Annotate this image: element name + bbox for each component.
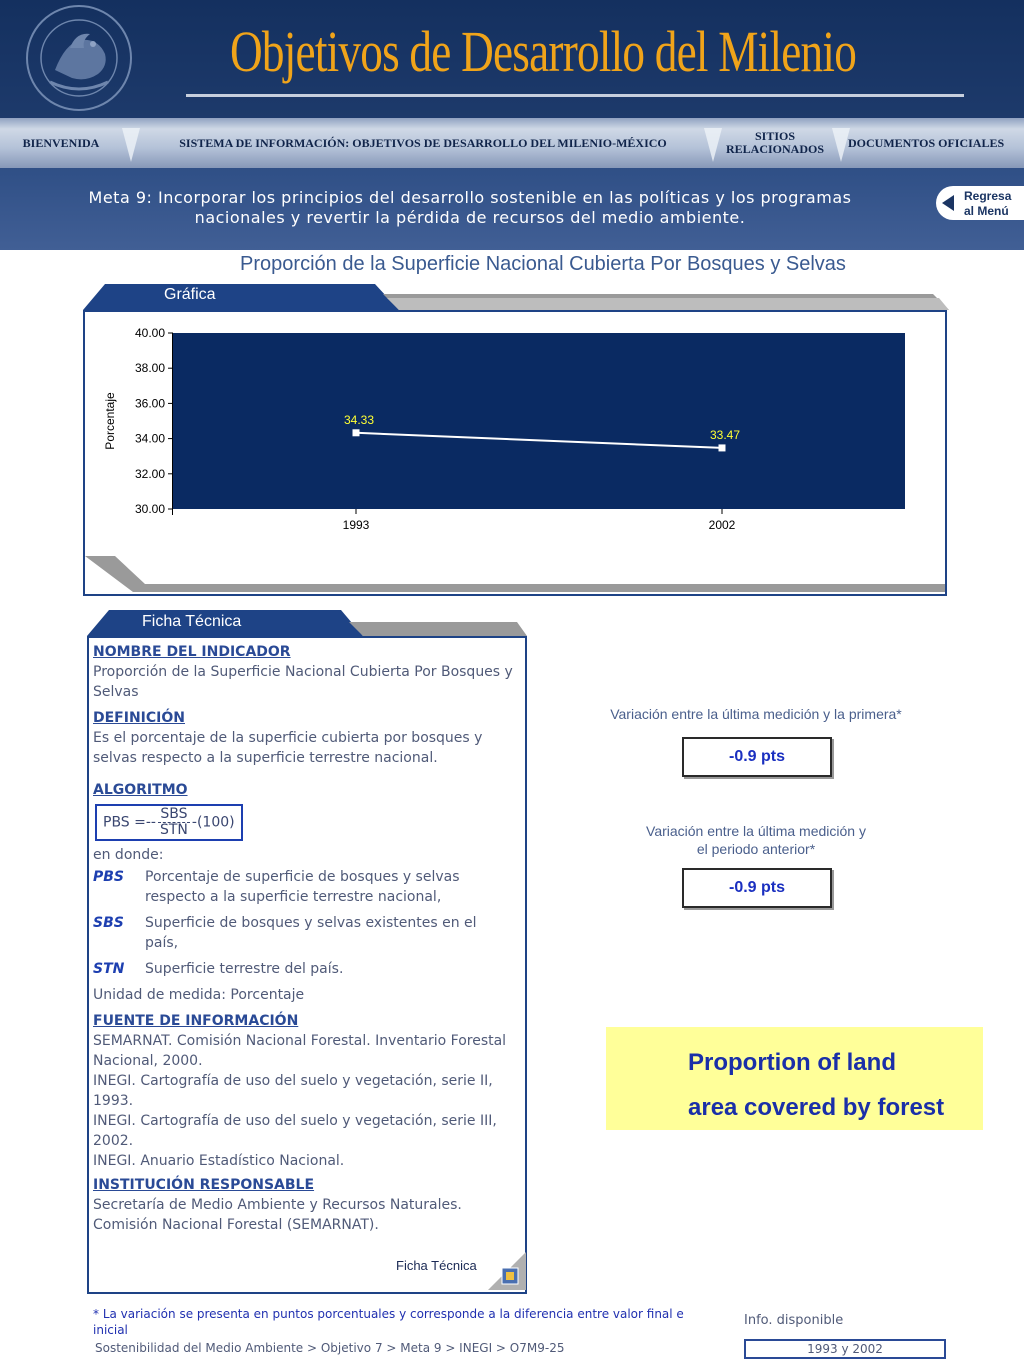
data-label: 33.47 — [709, 427, 741, 442]
data-point — [353, 429, 360, 436]
variation-first-label: Variación entre la última medición y la primera* — [610, 706, 902, 722]
goal-line-1: Meta 9: Incorporar los principios del desarrollo sostenible en las políticas y los programas — [88, 188, 852, 207]
y-tick-label: 32.00 — [134, 466, 165, 481]
y-tick-label: 30.00 — [134, 502, 165, 516]
definicion-text: Es el porcentaje de la superficie cubierta por bosques y selvas respecto a la superficie terrestre nacional. — [93, 730, 483, 766]
variable-description: Porcentaje de superficie de bosques y selvas respecto a la superficie terrestre nacional, — [145, 869, 460, 905]
en-donde-text: en donde: — [93, 847, 164, 863]
variable-row — [93, 959, 513, 979]
variable-row — [93, 867, 513, 907]
tab-ficha-tecnica[interactable]: Ficha Técnica — [142, 613, 242, 630]
back-label-line-2: al Menú — [964, 204, 1009, 218]
callout-text — [688, 1040, 980, 1130]
institucion-heading[interactable]: INSTITUCIÓN RESPONSABLE — [93, 1177, 315, 1193]
info-available-label: Info. disponible — [744, 1313, 844, 1328]
title-underline — [186, 94, 964, 97]
nav-separator — [122, 128, 140, 162]
variable-symbol: SBS — [93, 915, 124, 931]
nombre-heading[interactable]: NOMBRE DEL INDICADOR — [93, 644, 291, 660]
mexico-seal-logo — [10, 4, 148, 112]
y-tick-label: 36.00 — [134, 396, 165, 411]
back-to-menu-label[interactable] — [964, 189, 1011, 219]
callout-line-1: Proportion of land — [688, 1049, 896, 1076]
site-title: Objetivos de Desarrollo del Milenio — [230, 19, 857, 84]
algoritmo-heading[interactable]: ALGORITMO — [93, 782, 188, 798]
y-axis-title: Porcentaje — [103, 392, 117, 450]
back-label-line-1: Regresa — [964, 189, 1012, 203]
fuente-line: SEMARNAT. Comisión Nacional Forestal. Inventario Forestal Nacional, 2000. — [93, 1033, 507, 1069]
formula-lhs: PBS =-- — [103, 814, 156, 831]
nav-sistema-informacion[interactable]: SISTEMA DE INFORMACIÓN: OBJETIVOS DE DESARROLLO DEL MILENIO-MÉXICO — [179, 135, 667, 150]
x-tick-label: 1993 — [342, 518, 370, 532]
fuente-line: INEGI. Cartografía de uso del suelo y vegetación, serie II, 1993. — [93, 1073, 493, 1109]
tab-grafica[interactable]: Gráfica — [164, 286, 216, 303]
goal-banner — [0, 168, 1024, 250]
unidad-text: Unidad de medida: Porcentaje — [93, 987, 305, 1003]
fuente-line: INEGI. Anuario Estadístico Nacional. — [93, 1153, 345, 1169]
info-available-value: 1993 y 2002 — [744, 1339, 946, 1359]
nombre-text: Proporción de la Superficie Nacional Cubierta Por Bosques y Selvas — [93, 664, 513, 700]
y-tick-label: 38.00 — [134, 361, 165, 376]
nav-documentos-oficiales[interactable]: DOCUMENTOS OFICIALES — [848, 135, 1005, 150]
back-arrow-icon — [942, 195, 954, 211]
institucion-line: Comisión Nacional Forestal (SEMARNAT). — [93, 1217, 379, 1233]
variable-symbol: STN — [93, 961, 125, 977]
variation-previous-value: -0.9 pts — [682, 868, 832, 908]
formula-numerator: SBS — [158, 807, 190, 823]
ficha-tecnica-content — [93, 642, 513, 1235]
variation-previous-label — [610, 822, 902, 858]
nav-bienvenida[interactable]: BIENVENIDA — [22, 135, 100, 150]
variable-row — [93, 913, 513, 953]
forest-cover-chart — [85, 312, 945, 552]
nav-sitios-relacionados[interactable]: SITIOS RELACIONADOS — [725, 129, 824, 156]
data-label: 34.33 — [343, 412, 375, 427]
page-title: Proporción de la Superficie Nacional Cubierta Por Bosques y Selvas — [240, 253, 846, 275]
fuente-heading[interactable]: FUENTE DE INFORMACIÓN — [93, 1013, 299, 1029]
fuente-line: INEGI. Cartografía de uso del suelo y vegetación, serie III, 2002. — [93, 1113, 497, 1149]
definicion-heading[interactable]: DEFINICIÓN — [93, 710, 185, 726]
plot-area — [173, 333, 905, 509]
data-point — [719, 444, 726, 451]
variation-first-value: -0.9 pts — [682, 737, 832, 777]
breadcrumb: Sostenibilidad del Medio Ambiente > Objetivo 7 > Meta 9 > INEGI > O7M9-25 — [95, 1341, 565, 1355]
goal-line-2: nacionales y revertir la pérdida de recursos del medio ambiente. — [194, 208, 746, 227]
formula-denominator: STN — [159, 822, 188, 838]
goal-text — [20, 188, 920, 228]
formula-box — [95, 804, 243, 841]
institucion-line: Secretaría de Medio Ambiente y Recursos Naturales. — [93, 1197, 462, 1213]
x-tick-label: 2002 — [708, 518, 736, 532]
site-header — [0, 0, 1024, 118]
formula-fraction — [158, 807, 190, 838]
main-nav — [0, 118, 1024, 168]
variable-description: Superficie terrestre del país. — [145, 961, 344, 977]
y-tick-label: 40.00 — [134, 326, 165, 340]
variable-description: Superficie de bosques y selvas existentes en el país, — [145, 915, 477, 951]
variation-previous-label-line-2: el periodo anterior* — [696, 841, 816, 857]
formula-rhs: -(100) — [191, 814, 235, 831]
ficha-tecnica-icon[interactable] — [488, 1252, 526, 1290]
callout-line-2: area covered by forest — [688, 1094, 945, 1121]
variation-previous-label-line-1: Variación entre la última medición y — [646, 823, 866, 839]
footnote: * La variación se presenta en puntos porcentuales y corresponde a la diferencia entre valor final e inicial — [93, 1307, 684, 1337]
variable-symbol: PBS — [93, 869, 125, 885]
y-tick-label: 34.00 — [134, 431, 165, 446]
ficha-tecnica-footer-link[interactable]: Ficha Técnica — [396, 1258, 477, 1273]
chart-panel-bottom-decor — [85, 556, 945, 594]
